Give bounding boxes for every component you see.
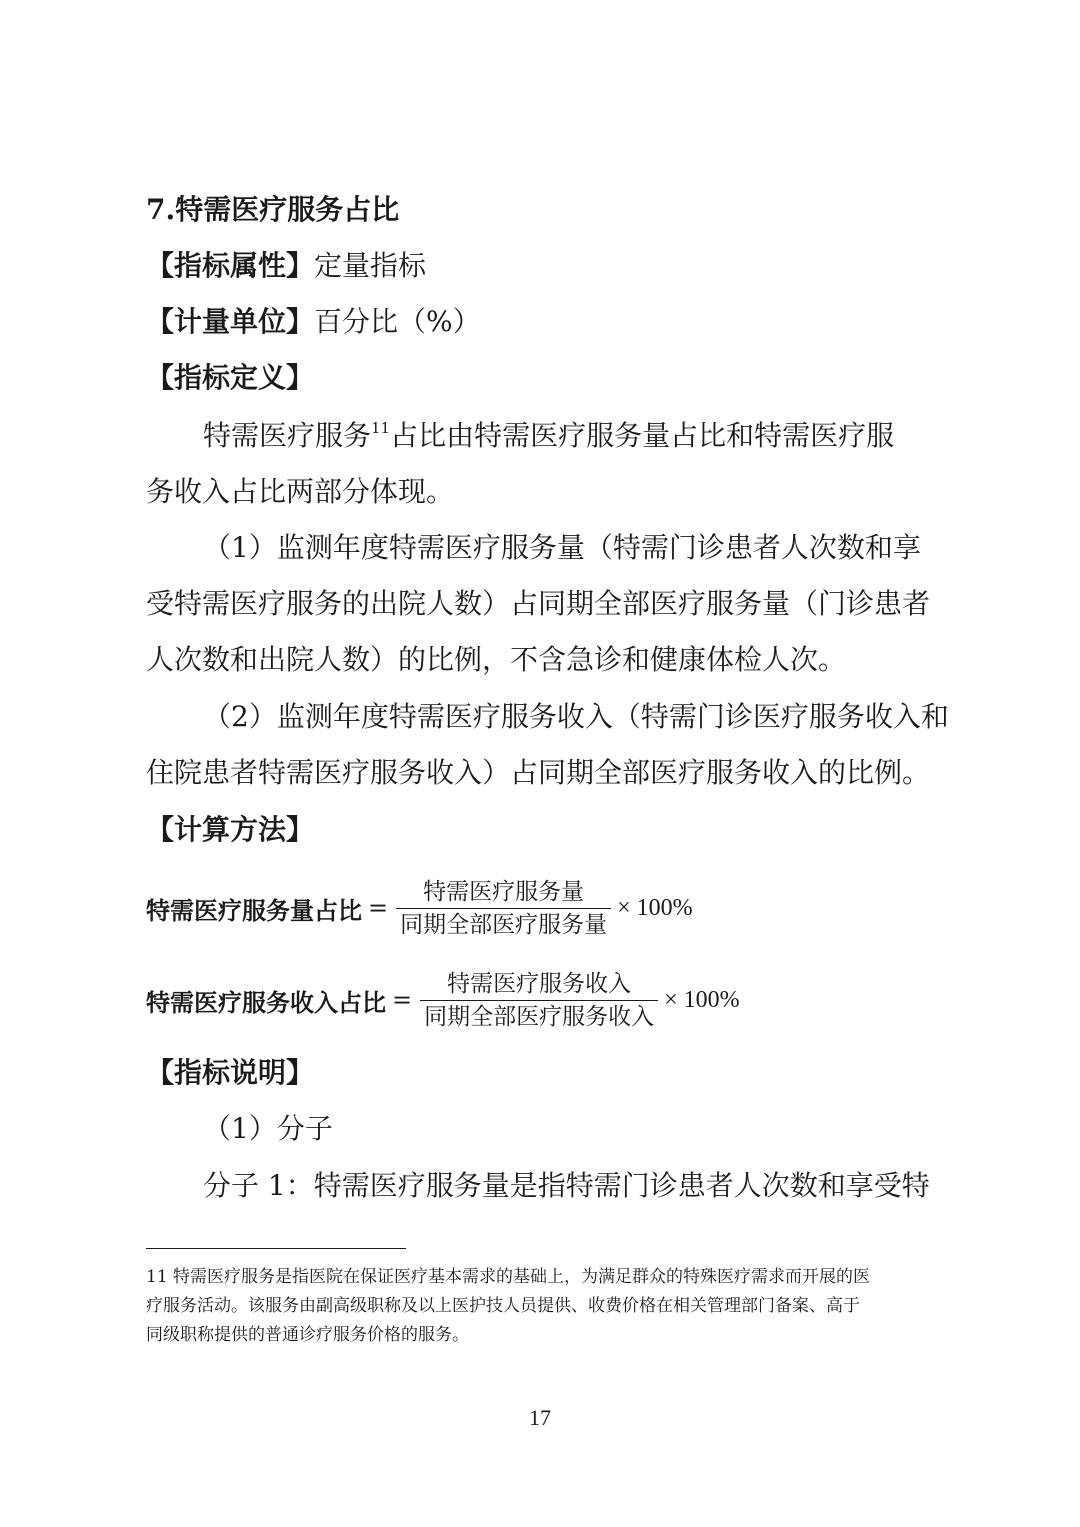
- formula-revenue: [146, 960, 740, 1040]
- formula-lhs: 特需医疗服务量占比: [146, 895, 362, 925]
- definition-paragraph-3: （2）监测年度特需医疗服务收入（特需门诊医疗服务收入和: [203, 700, 949, 733]
- unit-value: 百分比（%）: [314, 305, 481, 338]
- denominator: 同期全部医疗服务量: [400, 911, 608, 938]
- section-heading: 7.特需医疗服务占比: [146, 193, 400, 226]
- footnote-ref: 11: [371, 419, 391, 437]
- definition-text: 占比由特需医疗服务量占比和特需医疗服: [390, 419, 895, 452]
- attribute-row: [146, 246, 946, 286]
- times-percent: × 100%: [664, 986, 740, 1013]
- definition-paragraph-1: [203, 416, 1003, 456]
- footnote-line: 疗服务活动。该服务由副高级职称及以上医护技人员提供、收费价格在相关管理部门备案、高于: [146, 1296, 860, 1316]
- equals-sign: =: [368, 894, 389, 922]
- formula-volume: [146, 868, 693, 948]
- definition-paragraph-3-cont: 住院患者特需医疗服务收入）占同期全部医疗服务收入的比例。: [146, 756, 931, 789]
- explain-label: 【指标说明】: [146, 1056, 315, 1089]
- numerator: 特需医疗服务收入: [447, 970, 632, 997]
- denominator: 同期全部医疗服务收入: [424, 1003, 655, 1030]
- footnote-divider: [146, 1248, 406, 1249]
- fraction: [396, 876, 611, 941]
- definition-paragraph-2-cont: 人次数和出院人数）的比例，不含急诊和健康体检人次。: [146, 643, 847, 676]
- fraction: [420, 968, 658, 1033]
- times-percent: × 100%: [617, 894, 693, 921]
- explain-subheading: （1）分子: [203, 1112, 333, 1145]
- definition-paragraph-1-cont: 务收入占比两部分体现。: [146, 475, 455, 508]
- attribute-value: 定量指标: [314, 249, 427, 282]
- footnote-line: 同级职称提供的普通诊疗服务价格的服务。: [146, 1325, 469, 1345]
- equals-sign: =: [392, 986, 413, 1014]
- unit-row: [146, 302, 946, 342]
- formula-lhs: 特需医疗服务收入占比: [146, 987, 386, 1017]
- definition-label: 【指标定义】: [146, 361, 315, 394]
- attribute-label: 【指标属性】: [146, 249, 315, 282]
- numerator: 特需医疗服务量: [423, 878, 585, 905]
- definition-text: 特需医疗服务: [203, 419, 372, 452]
- definition-paragraph-2: （1）监测年度特需医疗服务量（特需门诊患者人次数和享: [203, 531, 921, 564]
- footnote-line: 11 特需医疗服务是指医院在保证医疗基本需求的基础上，为满足群众的特殊医疗需求而开展的医: [146, 1267, 871, 1287]
- definition-paragraph-2-cont: 受特需医疗服务的出院人数）占同期全部医疗服务量（门诊患者: [146, 587, 931, 620]
- calc-label: 【计算方法】: [146, 813, 315, 846]
- unit-label: 【计量单位】: [146, 305, 315, 338]
- explain-paragraph: 分子 1：特需医疗服务量是指特需门诊患者人次数和享受特: [203, 1169, 930, 1202]
- page-number: 17: [529, 1405, 551, 1430]
